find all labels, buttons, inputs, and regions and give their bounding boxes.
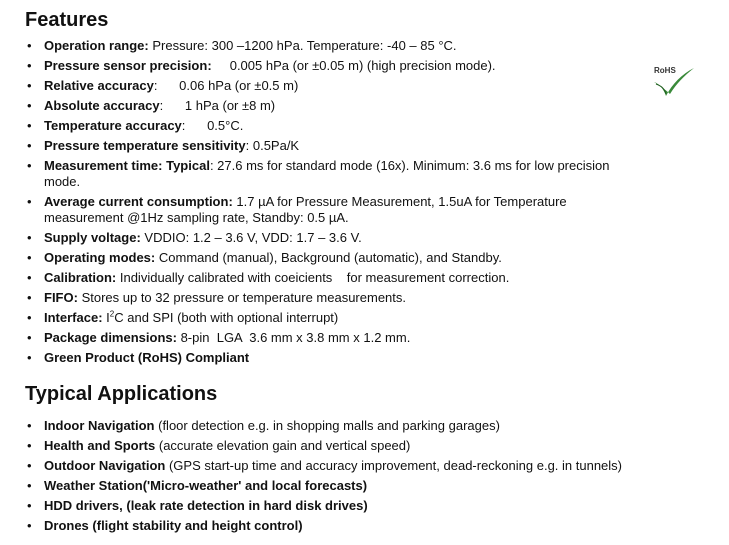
list-item: • FIFO: Stores up to 32 pressure or temperature measurements. (0, 288, 620, 308)
list-item: • Temperature accuracy: 0.5°C. (0, 116, 620, 136)
applications-list (0, 416, 729, 536)
list-item: • Health and Sports (accurate elevation gain and vertical speed) (0, 436, 620, 456)
list-item: • Operation range: Pressure: 300 –1200 hPa. Temperature: -40 – 85 °C. (0, 36, 620, 56)
list-item: • Measurement time: Typical: 27.6 ms for standard mode (16x). Minimum: 3.6 ms for low precision mode. (0, 156, 620, 192)
list-item: • Indoor Navigation (floor detection e.g. in shopping malls and parking garages) (0, 416, 620, 436)
list-item: • Outdoor Navigation (GPS start-up time and accuracy improvement, dead-reckoning e.g. in tunnels) (0, 456, 620, 476)
list-item: • Weather Station('Micro-weather' and local forecasts) (0, 476, 620, 496)
list-item: • Green Product (RoHS) Compliant (0, 348, 620, 368)
list-item: • Interface: $I^2C$ and SPI (both with optional interrupt) (0, 308, 620, 328)
list-item: • Relative accuracy: 0.06 hPa (or ±0.5 m) (0, 76, 620, 96)
list-item: • Supply voltage: VDDIO: 1.2 – 3.6 V, VDD: 1.7 – 3.6 V. (0, 228, 620, 248)
list-item: • HDD drivers, (leak rate detection in hard disk drives) (0, 496, 620, 516)
features-heading: Features (25, 9, 109, 31)
list-item: • Calibration: Individually calibrated with coeicients for measurement correction. (0, 268, 620, 288)
list-item: • Drones (flight stability and height control) (0, 516, 620, 536)
features-list (0, 36, 729, 368)
rohs-logo-label: RoHS (654, 66, 676, 75)
list-item: • Operating modes: Command (manual), Background (automatic), and Standby. (0, 248, 620, 268)
applications-heading: Typical Applications (25, 383, 218, 405)
list-item: • Pressure sensor precision: 0.005 hPa (or ±0.05 m) (high precision mode). (0, 56, 620, 76)
list-item: • Average current consumption: 1.7 µA for Pressure Measurement, 1.5uA for Temperature measurement @1Hz sampling rate, Standby: 0.5 µA. (0, 192, 620, 228)
list-item: • Package dimensions: 8-pin LGA 3.6 mm x 3.8 mm x 1.2 mm. (0, 328, 620, 348)
list-item: • Absolute accuracy: 1 hPa (or ±8 m) (0, 96, 620, 116)
list-item: • Pressure temperature sensitivity: 0.5Pa/K (0, 136, 620, 156)
